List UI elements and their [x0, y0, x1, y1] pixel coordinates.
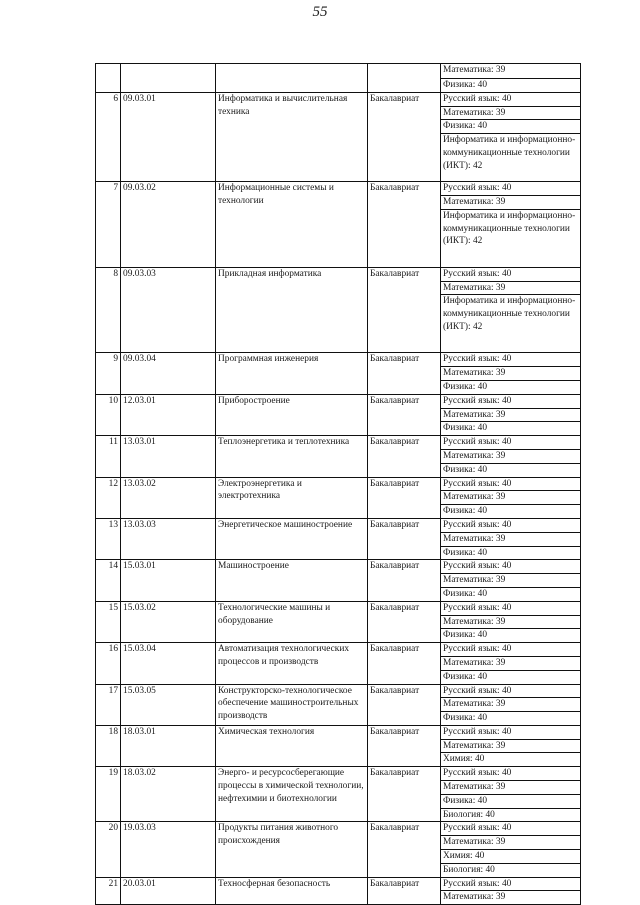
direction-name: Автоматизация технологических процессов и производств [216, 643, 368, 684]
direction-code: 13.03.02 [121, 477, 216, 518]
table-row [96, 92, 581, 106]
education-level: Бакалавриат [368, 518, 441, 559]
exam-requirement: Русский язык: 40 [441, 353, 581, 367]
direction-code: 15.03.04 [121, 643, 216, 684]
table-row [96, 518, 581, 532]
row-number: 11 [96, 436, 121, 477]
education-level: Бакалавриат [368, 601, 441, 642]
exam-requirement: Русский язык: 40 [441, 560, 581, 574]
table-row [96, 643, 581, 657]
direction-code: 15.03.05 [121, 684, 216, 725]
direction-name: Энергетическое машиностроение [216, 518, 368, 559]
row-number: 21 [96, 877, 121, 905]
education-level: Бакалавриат [368, 477, 441, 518]
exam-requirement: Физика: 40 [441, 120, 581, 134]
exam-requirement: Математика: 39 [441, 106, 581, 120]
education-level: Бакалавриат [368, 436, 441, 477]
exam-requirement: Математика: 39 [441, 281, 581, 295]
education-level: Бакалавриат [368, 92, 441, 181]
table-row [96, 877, 581, 891]
page-number: 55 [312, 4, 328, 20]
exam-requirement: Русский язык: 40 [441, 767, 581, 781]
education-level: Бакалавриат [368, 267, 441, 353]
education-level: Бакалавриат [368, 394, 441, 435]
exam-requirement: Физика: 40 [441, 422, 581, 436]
row-number: 12 [96, 477, 121, 518]
exam-requirement: Математика: 39 [441, 491, 581, 505]
direction-code: 13.03.01 [121, 436, 216, 477]
education-level: Бакалавриат [368, 725, 441, 766]
exam-requirement: Информатика и информационно-коммуникационные технологии (ИКТ): 42 [441, 134, 581, 182]
education-level: Бакалавриат [368, 182, 441, 268]
table-row [96, 684, 581, 698]
direction-name: Машиностроение [216, 560, 368, 601]
direction-code: 19.03.03 [121, 822, 216, 877]
exam-requirement: Математика: 39 [441, 408, 581, 422]
education-level: Бакалавриат [368, 560, 441, 601]
direction-name: Прикладная информатика [216, 267, 368, 353]
direction-name: Электроэнергетика и электротехника [216, 477, 368, 518]
row-number: 9 [96, 353, 121, 394]
exam-requirement: Математика: 39 [441, 449, 581, 463]
exam-requirement: Информатика и информационно-коммуникационные технологии (ИКТ): 42 [441, 295, 581, 353]
row-number: 15 [96, 601, 121, 642]
direction-name: Химическая технология [216, 725, 368, 766]
direction-name: Конструкторско-технологическое обеспечение машиностроительных производств [216, 684, 368, 725]
table-row [96, 267, 581, 281]
row-number: 17 [96, 684, 121, 725]
exam-requirement: Русский язык: 40 [441, 601, 581, 615]
exam-requirement: Математика: 39 [441, 367, 581, 381]
education-level: Бакалавриат [368, 643, 441, 684]
table-row [96, 725, 581, 739]
exam-requirement: Физика: 40 [441, 670, 581, 684]
row-number: 16 [96, 643, 121, 684]
exam-requirement: Русский язык: 40 [441, 725, 581, 739]
exam-requirement: Русский язык: 40 [441, 877, 581, 891]
exam-requirement: Математика: 39 [441, 64, 581, 79]
row-number: 7 [96, 182, 121, 268]
direction-code: 09.03.03 [121, 267, 216, 353]
row-number: 6 [96, 92, 121, 181]
direction-code: 18.03.01 [121, 725, 216, 766]
exam-requirement: Русский язык: 40 [441, 267, 581, 281]
exam-requirement: Русский язык: 40 [441, 92, 581, 106]
exam-requirement: Математика: 39 [441, 698, 581, 712]
education-level: Бакалавриат [368, 877, 441, 905]
row-number: 18 [96, 725, 121, 766]
direction-code [121, 64, 216, 93]
exam-requirement: Физика: 40 [441, 79, 581, 93]
table-row [96, 822, 581, 836]
exam-requirement: Математика: 39 [441, 836, 581, 850]
exam-requirement: Физика: 40 [441, 505, 581, 519]
row-number: 10 [96, 394, 121, 435]
direction-code: 18.03.02 [121, 767, 216, 822]
table-row [96, 601, 581, 615]
table-row [96, 436, 581, 450]
direction-name: Программная инженерия [216, 353, 368, 394]
table-row [96, 182, 581, 196]
direction-name: Техносферная безопасность [216, 877, 368, 905]
table-row [96, 353, 581, 367]
table-row [96, 560, 581, 574]
direction-name [216, 64, 368, 93]
exam-requirement: Химия: 40 [441, 753, 581, 767]
exam-requirement: Русский язык: 40 [441, 436, 581, 450]
education-level: Бакалавриат [368, 767, 441, 822]
exam-requirement: Математика: 39 [441, 195, 581, 209]
exam-requirement: Физика: 40 [441, 463, 581, 477]
exam-requirement: Русский язык: 40 [441, 518, 581, 532]
table-row [96, 477, 581, 491]
row-number: 19 [96, 767, 121, 822]
row-number: 13 [96, 518, 121, 559]
exam-requirement: Информатика и информационно-коммуникационные технологии (ИКТ): 42 [441, 209, 581, 267]
exam-requirement: Физика: 40 [441, 546, 581, 560]
table-row [96, 767, 581, 781]
exam-requirement: Русский язык: 40 [441, 822, 581, 836]
exam-requirement: Математика: 39 [441, 739, 581, 753]
exam-requirement: Математика: 39 [441, 574, 581, 588]
admission-requirements-table [95, 63, 581, 905]
exam-requirement: Физика: 40 [441, 712, 581, 726]
education-level: Бакалавриат [368, 353, 441, 394]
table-row [96, 394, 581, 408]
exam-requirement: Русский язык: 40 [441, 477, 581, 491]
row-number: 14 [96, 560, 121, 601]
exam-requirement: Русский язык: 40 [441, 643, 581, 657]
direction-code: 20.03.01 [121, 877, 216, 905]
direction-code: 15.03.01 [121, 560, 216, 601]
exam-requirement: Химия: 40 [441, 850, 581, 864]
exam-requirement: Математика: 39 [441, 781, 581, 795]
direction-code: 12.03.01 [121, 394, 216, 435]
exam-requirement: Математика: 39 [441, 532, 581, 546]
exam-requirement: Математика: 39 [441, 615, 581, 629]
exam-requirement: Физика: 40 [441, 380, 581, 394]
direction-code: 15.03.02 [121, 601, 216, 642]
direction-code: 09.03.04 [121, 353, 216, 394]
education-level: Бакалавриат [368, 822, 441, 877]
education-level [368, 64, 441, 93]
exam-requirement: Физика: 40 [441, 629, 581, 643]
exam-requirement: Физика: 40 [441, 587, 581, 601]
exam-requirement: Математика: 39 [441, 891, 581, 905]
education-level: Бакалавриат [368, 684, 441, 725]
exam-requirement: Русский язык: 40 [441, 684, 581, 698]
row-number: 20 [96, 822, 121, 877]
table-row [96, 64, 581, 79]
row-number [96, 64, 121, 93]
direction-code: 09.03.01 [121, 92, 216, 181]
direction-name: Информатика и вычислительная техника [216, 92, 368, 181]
row-number: 8 [96, 267, 121, 353]
exam-requirement: Биология: 40 [441, 863, 581, 877]
exam-requirement: Математика: 39 [441, 656, 581, 670]
exam-requirement: Русский язык: 40 [441, 182, 581, 196]
direction-name: Приборостроение [216, 394, 368, 435]
exam-requirement: Русский язык: 40 [441, 394, 581, 408]
exam-requirement: Физика: 40 [441, 794, 581, 808]
direction-name: Продукты питания животного происхождения [216, 822, 368, 877]
direction-code: 09.03.02 [121, 182, 216, 268]
direction-name: Информационные системы и технологии [216, 182, 368, 268]
direction-code: 13.03.03 [121, 518, 216, 559]
exam-requirement: Биология: 40 [441, 808, 581, 822]
direction-name: Теплоэнергетика и теплотехника [216, 436, 368, 477]
direction-name: Технологические машины и оборудование [216, 601, 368, 642]
direction-name: Энерго- и ресурсосберегающие процессы в химической технологии, нефтехимии и биотехнологии [216, 767, 368, 822]
